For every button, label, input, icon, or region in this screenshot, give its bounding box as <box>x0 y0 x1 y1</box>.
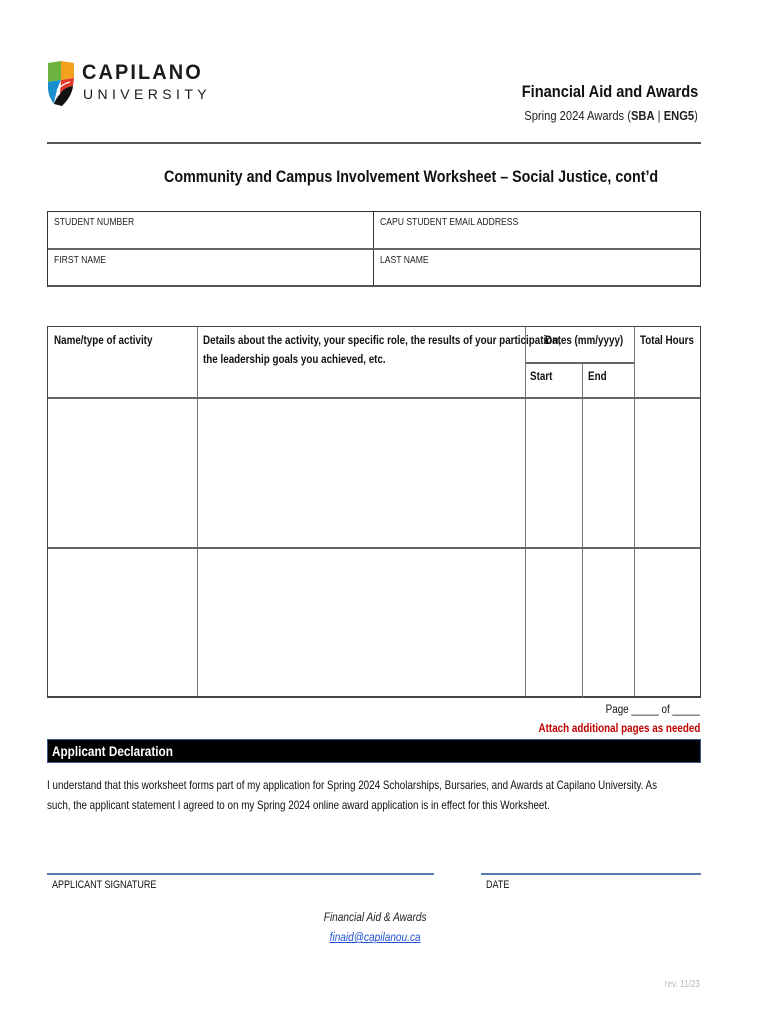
first-name-label: FIRST NAME <box>54 254 106 266</box>
date-label-text: DATE <box>486 879 510 891</box>
subtitle-code-sba: SBA <box>631 108 655 123</box>
signature-label-text: APPLICANT SIGNATURE <box>52 879 157 891</box>
subtitle-prefix: Spring 2024 Awards ( <box>524 108 632 123</box>
row1-hours-cell[interactable] <box>635 399 701 547</box>
activity-table <box>47 326 701 698</box>
row2-end-cell[interactable] <box>583 549 634 697</box>
header-end-text: End <box>588 369 607 383</box>
header-start-text: Start <box>530 369 553 383</box>
row2-details-cell[interactable] <box>198 549 525 697</box>
page-of-field[interactable] <box>585 702 700 716</box>
date-line[interactable] <box>481 873 701 875</box>
subtitle-suffix: ) <box>694 108 698 123</box>
email-field[interactable] <box>374 212 701 248</box>
attach-pages-text: Attach additional pages as needed <box>538 721 700 735</box>
row1-start-cell[interactable] <box>526 399 582 547</box>
department-title: Financial Aid and Awards <box>521 82 698 101</box>
header-name-type-text: Name/type of activity <box>54 333 153 347</box>
logo-wordmark-university: UNIVERSITY <box>83 86 212 102</box>
last-name-field[interactable] <box>374 250 701 286</box>
student-info-table <box>47 211 701 287</box>
declaration-text: I understand that this worksheet forms part of my application for Spring 2024 Scholarships, Bursaries, and Awards at Capilano University. As such, the applicant statement I agreed to on my Spring 2024 online award application is in effect for this Worksheet. <box>47 778 658 812</box>
row2-hours-cell[interactable] <box>635 549 701 697</box>
email-link[interactable]: finaid@capilanou.ca <box>329 930 421 944</box>
header-total-hours-text: Total Hours <box>640 333 694 347</box>
row1-name-cell[interactable] <box>48 399 197 547</box>
capilano-shield-icon <box>46 60 76 108</box>
email-label: CAPU STUDENT EMAIL ADDRESS <box>380 216 519 228</box>
page-of-text: Page _____ of _____ <box>605 702 700 716</box>
row1-end-cell[interactable] <box>583 399 634 547</box>
header-start <box>530 367 557 386</box>
subtitle-code-eng5: ENG5 <box>663 108 695 123</box>
logo-wordmark-capilano: CAPILANO <box>82 61 203 84</box>
last-name-label: LAST NAME <box>380 254 429 266</box>
document-title-text: Community and Campus Involvement Worksheet – Social Justice, cont’d <box>163 167 659 186</box>
date-label <box>486 879 515 891</box>
row2-start-cell[interactable] <box>526 549 582 697</box>
declaration-heading: Applicant Declaration <box>52 743 173 759</box>
award-subtitle <box>524 108 698 123</box>
attach-pages-note <box>503 721 700 735</box>
first-name-field[interactable] <box>48 250 373 286</box>
header-total-hours <box>640 331 706 350</box>
signature-label <box>52 879 179 891</box>
student-number-label: STUDENT NUMBER <box>54 216 135 228</box>
capilano-logo <box>46 58 212 110</box>
footer-email <box>0 930 770 944</box>
row2-name-cell[interactable] <box>48 549 197 697</box>
signature-line[interactable] <box>47 873 434 875</box>
footer-org-text: Financial Aid & Awards <box>323 910 427 924</box>
header-end <box>588 367 611 386</box>
footer-org <box>0 910 770 924</box>
header-dates <box>545 331 640 350</box>
revision-text: rev. 11/23 <box>664 979 700 990</box>
row1-details-cell[interactable] <box>198 399 525 547</box>
header-dates-text: Dates (mm/yyyy) <box>545 333 624 347</box>
header-details-line1: Details about the activity, your specific role, the results of your participation, <box>203 333 561 347</box>
header-name-type <box>54 331 174 350</box>
revision-label <box>657 979 700 990</box>
student-number-field[interactable] <box>48 212 373 248</box>
header-divider <box>47 142 701 144</box>
subtitle-separator: | <box>654 108 664 123</box>
document-title <box>0 167 770 187</box>
declaration-heading-bar <box>47 739 701 763</box>
header-details-line2: the leadership goals you achieved, etc. <box>203 352 386 366</box>
